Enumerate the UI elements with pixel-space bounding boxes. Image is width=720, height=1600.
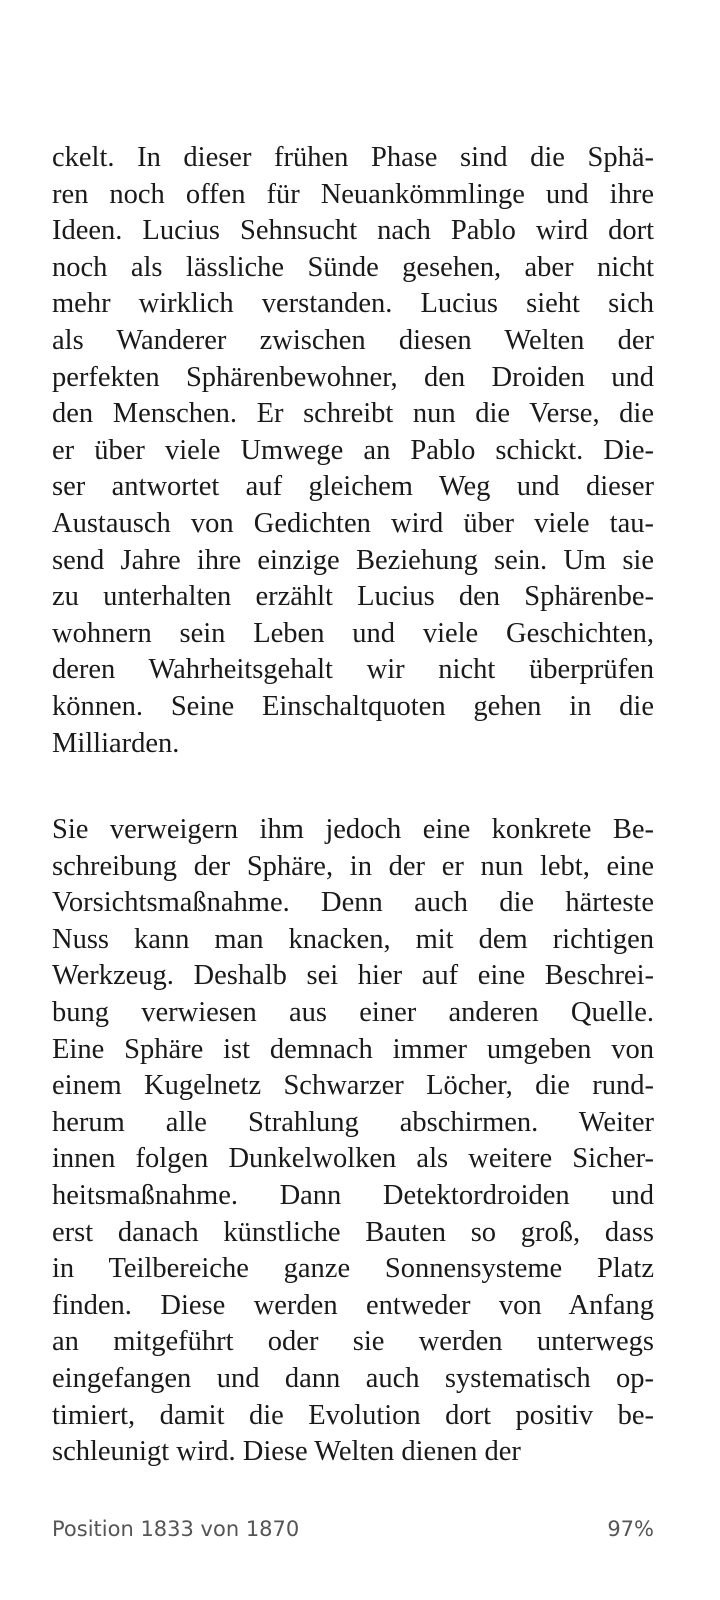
text-line: Werkzeug. Deshalb sei hier auf eine Beschrei- (52, 960, 654, 992)
text-line: eingefangen und dann auch systematisch op- (52, 1363, 654, 1394)
text-line: ckelt. In dieser frühen Phase sind die Sphä- (52, 142, 654, 173)
text-line: mehr wirklich verstanden. Lucius sieht sich (52, 288, 654, 320)
text-line: herum alle Strahlung abschirmen. Weiter (52, 1106, 654, 1138)
paragraph-2 (52, 812, 654, 1471)
text-line: noch als lässliche Sünde gesehen, aber nicht (52, 251, 654, 283)
text-line: zu unterhalten erzählt Lucius den Sphärenbe- (52, 581, 654, 613)
text-line: an mitgeführt oder sie werden unterwegs (52, 1326, 654, 1358)
text-line: ren noch offen für Neuankömmlinge und ihre (52, 178, 654, 210)
text-line: einem Kugelnetz Schwarzer Löcher, die rund- (52, 1070, 654, 1102)
text-line: in Teilbereiche ganze Sonnensysteme Platz (52, 1253, 654, 1285)
percent-read: 97% (607, 1517, 654, 1541)
text-line: Milliarden. (52, 727, 180, 759)
text-line: Austausch von Gedichten wird über viele tau- (52, 507, 654, 539)
text-line: ser antwortet auf gleichem Weg und dieser (52, 471, 654, 503)
text-line: Eine Sphäre ist demnach immer umgeben von (52, 1033, 654, 1065)
location-indicator: Position 1833 von 1870 (52, 1517, 300, 1541)
text-line: bung verwiesen aus einer anderen Quelle. (52, 997, 654, 1029)
paragraph-1 (52, 140, 654, 762)
book-text (52, 140, 654, 1471)
text-line: Sie verweigern ihm jedoch eine konkrete Be- (52, 814, 654, 846)
text-line: erst danach künstliche Bauten so groß, dass (52, 1216, 654, 1248)
text-line: schreibung der Sphäre, in der er nun lebt, eine (52, 850, 654, 882)
text-line: finden. Diese werden entweder von Anfang (52, 1289, 654, 1321)
text-line: er über viele Umwege an Pablo schickt. Die- (52, 434, 654, 466)
paragraph-gap (52, 762, 654, 812)
text-line: deren Wahrheitsgehalt wir nicht überprüfen (52, 654, 654, 686)
text-line: Ideen. Lucius Sehnsucht nach Pablo wird dort (52, 215, 654, 247)
reading-progress-footer (52, 1514, 654, 1544)
text-line: perfekten Sphärenbewohner, den Droiden und (52, 361, 654, 393)
text-line: schleunigt wird. Diese Welten dienen der (52, 1436, 521, 1468)
text-line: send Jahre ihre einzige Beziehung sein. Um sie (52, 544, 654, 576)
text-line: Nuss kann man knacken, mit dem richtigen (52, 923, 654, 955)
text-line: Vorsichtsmaßnahme. Denn auch die härteste (52, 887, 654, 919)
text-line: den Menschen. Er schreibt nun die Verse, die (52, 398, 654, 430)
text-line: innen folgen Dunkelwolken als weitere Sicher- (52, 1143, 654, 1175)
text-line: timiert, damit die Evolution dort positiv be- (52, 1399, 654, 1431)
text-line: können. Seine Einschaltquoten gehen in die (52, 690, 654, 722)
text-line: als Wanderer zwischen diesen Welten der (52, 324, 654, 356)
text-line: heitsmaßnahme. Dann Detektordroiden und (52, 1180, 654, 1212)
text-line: wohnern sein Leben und viele Geschichten, (52, 617, 654, 649)
